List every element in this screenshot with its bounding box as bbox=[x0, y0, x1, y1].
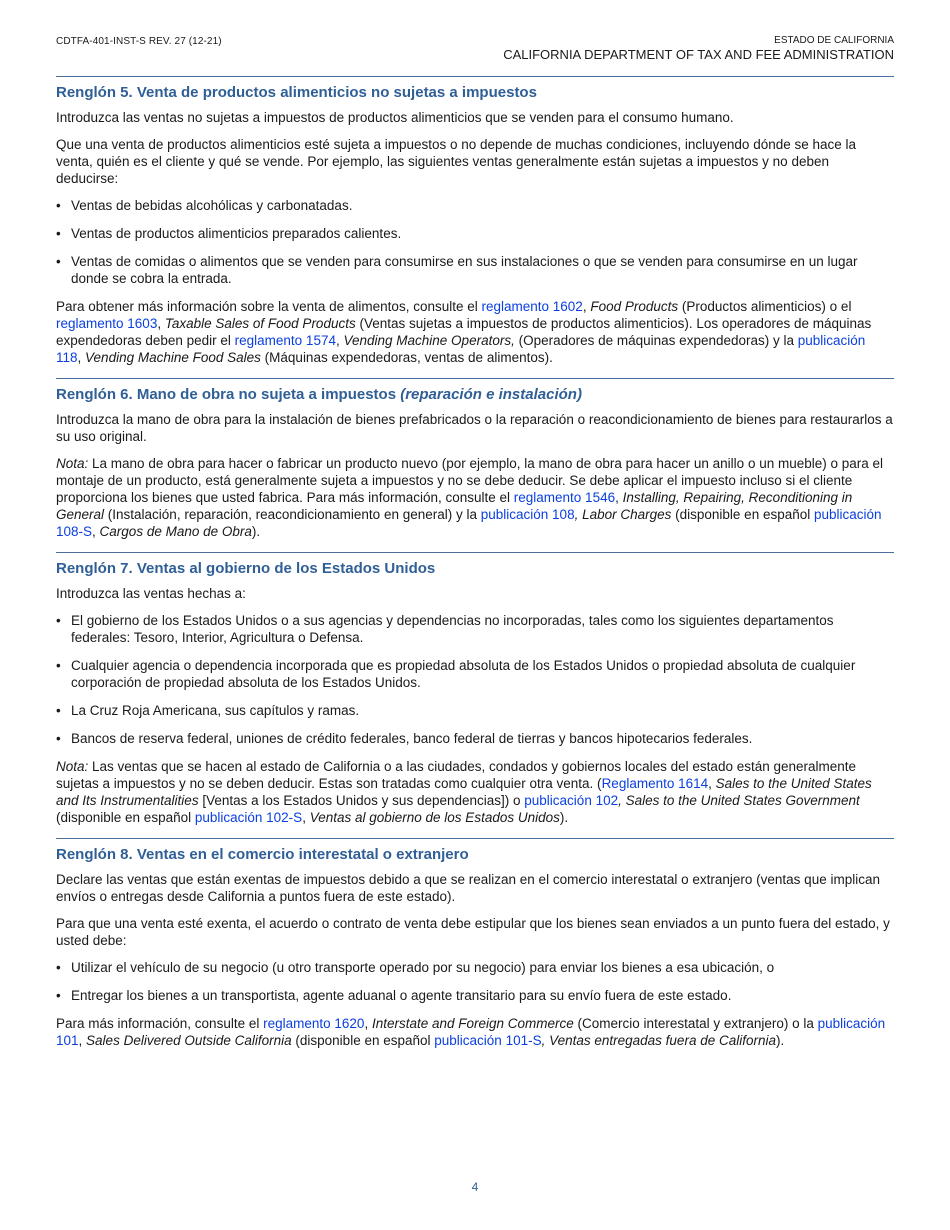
title-italic-text: (reparación e instalación) bbox=[400, 386, 582, 403]
more-info-paragraph bbox=[56, 298, 894, 366]
note-label: Nota: bbox=[56, 759, 89, 774]
document-page bbox=[56, 30, 894, 1059]
italic-title: , Ventas entregadas fuera de California bbox=[541, 1033, 776, 1048]
section-line-6 bbox=[56, 385, 894, 540]
form-id: CDTFA-401-INST-S REV. 27 (12-21) bbox=[56, 36, 222, 47]
section-line-5 bbox=[56, 83, 894, 366]
italic-title: Interstate and Foreign Commerce bbox=[371, 1016, 574, 1031]
text: La mano de obra para hacer o fabricar un producto nuevo (por ejemplo, la mano de obra para hacer un anillo o un mueble) o para el montaje de un producto, está generalmente sujeta a impuestos y no se debe deducir. Se debe aplicar el impuesto incluso si el cliente proporciona los bienes que usted fabrica. Para más información, consulte el bbox=[56, 456, 884, 505]
text: (Operadores de máquinas expendedoras) y la bbox=[514, 333, 798, 348]
list-item: • Ventas de comidas o alimentos que se venden para consumirse en sus instalaciones o que se venden para consumirse en un lugar donde se cobra la entrada. bbox=[56, 253, 894, 287]
list-item: • Ventas de bebidas alcohólicas y carbonatadas. bbox=[56, 197, 894, 214]
link-publicacion-108-s[interactable]: publicación 108-S bbox=[56, 507, 882, 539]
page-header bbox=[56, 30, 894, 64]
more-info-paragraph bbox=[56, 1015, 894, 1049]
italic-title: Food Products bbox=[590, 299, 679, 314]
italic-title: Ventas al gobierno de los Estados Unidos bbox=[309, 810, 560, 825]
paragraph: Que una venta de productos alimenticios esté sujeta a impuestos o no depende de muchas condiciones, incluyendo dónde se hace la venta, quién es el cliente y qué se vende. Por ejemplo, las siguientes ventas generalmente están sujetas a impuestos y no deben deducirse: bbox=[56, 137, 857, 186]
italic-title: , Labor Charges bbox=[574, 507, 672, 522]
text: , bbox=[708, 776, 716, 791]
text: Para obtener más información sobre la venta de alimentos, consulte el bbox=[56, 299, 482, 314]
text: Para más información, consulte el bbox=[56, 1016, 264, 1031]
text: , bbox=[92, 524, 100, 539]
bullet-list bbox=[56, 197, 894, 287]
note-paragraph bbox=[56, 758, 894, 826]
italic-title: Taxable Sales of Food Products bbox=[164, 316, 356, 331]
italic-title: Vending Machine Food Sales bbox=[85, 350, 261, 365]
text: [Ventas a los Estados Unidos y sus dependencias]) o bbox=[198, 793, 525, 808]
agency-block bbox=[503, 35, 894, 62]
italic-title: , Sales to the United States Government bbox=[618, 793, 860, 808]
text: ). bbox=[251, 524, 261, 539]
link-publicacion-101-s[interactable]: publicación 101-S bbox=[434, 1033, 542, 1048]
list-item: • El gobierno de los Estados Unidos o a sus agencias y dependencias no incorporadas, tales como los siguientes departamentos federales: Tesoro, Interior, Agricultura o Defensa. bbox=[56, 612, 894, 646]
link-reglamento-1620[interactable]: reglamento 1620 bbox=[263, 1016, 365, 1031]
text: , bbox=[582, 299, 591, 314]
section-title bbox=[56, 385, 894, 405]
state-name: ESTADO DE CALIFORNIA bbox=[774, 35, 894, 46]
list-item: • Utilizar el vehículo de su negocio (u otro transporte operado por su negocio) para enviar los bienes a esa ubicación, o bbox=[56, 959, 894, 976]
section-divider bbox=[56, 552, 894, 553]
text: Las ventas que se hacen al estado de California o a las ciudades, condados y gobiernos locales del estado están generalmente sujetas a impuestos y no se deben deducir. Estas son tratadas como cualquier otra venta. ( bbox=[56, 759, 857, 791]
text: (disponible en español bbox=[56, 810, 195, 825]
section-title: Renglón 8. Ventas en el comercio interestatal o extranjero bbox=[56, 846, 469, 863]
note-paragraph bbox=[56, 455, 894, 540]
section-line-7 bbox=[56, 559, 894, 826]
text: (Instalación, reparación, reacondicionamiento en general) y la bbox=[104, 507, 481, 522]
list-item: • Ventas de productos alimenticios preparados calientes. bbox=[56, 225, 894, 242]
link-reglamento-1546[interactable]: reglamento 1546 bbox=[513, 490, 616, 505]
text: (Máquinas expendedoras, ventas de alimentos). bbox=[260, 350, 553, 365]
text: , bbox=[78, 1033, 87, 1048]
section-title: Renglón 5. Venta de productos alimenticios no sujetas a impuestos bbox=[56, 84, 537, 101]
italic-title: Vending Machine Operators, bbox=[343, 333, 515, 348]
link-publicacion-118[interactable]: publicación 118 bbox=[56, 333, 866, 365]
link-publicacion-108[interactable]: publicación 108 bbox=[480, 507, 575, 522]
text: ). bbox=[776, 1033, 785, 1048]
italic-title: Sales Delivered Outside California bbox=[86, 1033, 292, 1048]
text: , bbox=[157, 316, 165, 331]
bullet-list bbox=[56, 959, 894, 1004]
paragraph: Para que una venta esté exenta, el acuerdo o contrato de venta debe estipular que los bienes sean enviados a un punto fuera del estado, y usted debe: bbox=[56, 916, 890, 948]
text: (Productos alimenticios) o el bbox=[678, 299, 852, 314]
paragraph: Introduzca la mano de obra para la instalación de bienes prefabricados o la reparación o reacondicionamiento de bienes para restaurarlos a su uso original. bbox=[56, 412, 893, 444]
list-item: • Entregar los bienes a un transportista, agente aduanal o agente transitario para su envío fuera de este estado. bbox=[56, 987, 894, 1004]
text: (Ventas sujetas a impuestos de productos alimenticios). Los operadores de máquinas expendedoras deben pedir el bbox=[56, 316, 872, 348]
link-reglamento-1574[interactable]: reglamento 1574 bbox=[234, 333, 336, 348]
section-title: Renglón 7. Ventas al gobierno de los Estados Unidos bbox=[56, 560, 436, 577]
note-label: Nota: bbox=[56, 456, 89, 471]
bullet-list bbox=[56, 612, 894, 747]
section-divider bbox=[56, 838, 894, 839]
section-divider bbox=[56, 76, 894, 77]
text: , bbox=[364, 1016, 372, 1031]
text: , bbox=[615, 490, 623, 505]
list-item: • Bancos de reserva federal, uniones de crédito federales, banco federal de tierras y bancos hipotecarios federales. bbox=[56, 730, 894, 747]
text: (Comercio interestatal y extranjero) o la bbox=[573, 1016, 818, 1031]
list-item: • Cualquier agencia o dependencia incorporada que es propiedad absoluta de los Estados Unidos o propiedad absoluta de cualquier corporación de propiedad absoluta de los Estados Unidos. bbox=[56, 657, 894, 691]
italic-title: Installing, Repairing, Reconditioning in General bbox=[56, 490, 853, 522]
section-divider bbox=[56, 378, 894, 379]
link-publicacion-102[interactable]: publicación 102 bbox=[524, 793, 619, 808]
link-reglamento-1603[interactable]: reglamento 1603 bbox=[56, 316, 158, 331]
paragraph: Declare las ventas que están exentas de impuestos debido a que se realizan en el comercio interestatal o extranjero (ventas que implican envíos o entregas desde California a puntos fuera de este estado). bbox=[56, 872, 880, 904]
link-reglamento-1602[interactable]: reglamento 1602 bbox=[481, 299, 583, 314]
text: (disponible en español bbox=[291, 1033, 435, 1048]
paragraph: Introduzca las ventas hechas a: bbox=[56, 586, 246, 601]
list-item: • La Cruz Roja Americana, sus capítulos y ramas. bbox=[56, 702, 894, 719]
page-number: 4 bbox=[471, 1180, 479, 1194]
italic-title: Sales to the United States and Its Instrumentalities bbox=[56, 776, 872, 808]
link-reglamento-1614[interactable]: Reglamento 1614 bbox=[601, 776, 709, 791]
text: ). bbox=[559, 810, 569, 825]
department-name: CALIFORNIA DEPARTMENT OF TAX AND FEE ADMINISTRATION bbox=[503, 47, 894, 62]
text: , bbox=[335, 333, 344, 348]
paragraph: Introduzca las ventas no sujetas a impuestos de productos alimenticios que se venden para el consumo humano. bbox=[56, 110, 734, 125]
text: , bbox=[302, 810, 310, 825]
link-publicacion-102-s[interactable]: publicación 102-S bbox=[194, 810, 303, 825]
title-text: Renglón 6. Mano de obra no sujeta a impuestos bbox=[56, 386, 401, 403]
section-line-8 bbox=[56, 845, 894, 1049]
italic-title: Cargos de Mano de Obra bbox=[99, 524, 252, 539]
text: (disponible en español bbox=[671, 507, 814, 522]
text: , bbox=[77, 350, 86, 365]
link-publicacion-101[interactable]: publicación 101 bbox=[56, 1016, 886, 1048]
